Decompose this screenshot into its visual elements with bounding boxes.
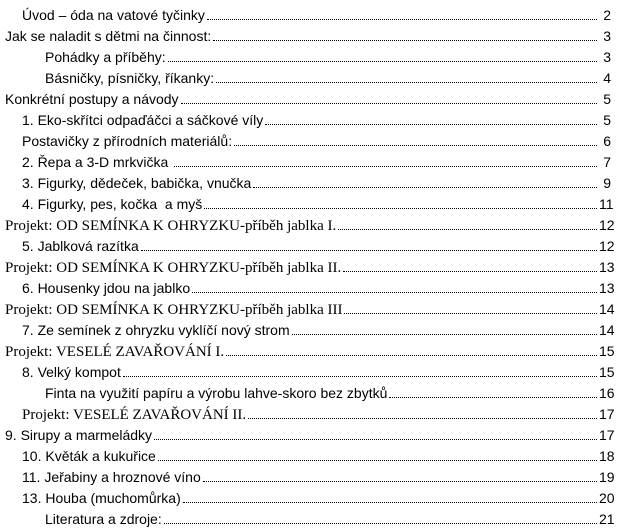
toc-entry-page: 12 [599,238,615,254]
toc-entry-title: 3. Figurky, dědeček, babička, vnučka [22,175,252,191]
toc-entry-page: 5 [603,91,611,107]
toc-entry[interactable] [0,256,631,277]
toc-entry[interactable] [0,445,631,466]
toc-entry-page: 11 [599,196,614,212]
toc-entry-title: Postavičky z přírodních materiálů: [22,133,233,149]
dot-leader [141,235,597,251]
toc-entry[interactable] [0,403,631,424]
toc-entry-page: 9 [603,175,611,191]
toc-entry-title: Projekt: VESELÉ ZAVAŘOVÁNÍ II. [22,407,247,423]
dot-leader [265,109,597,125]
dot-leader [389,382,597,398]
toc-entry[interactable] [0,508,631,529]
toc-entry-title: 13. Houba (muchomůrka) [22,490,181,506]
dot-leader [154,424,597,440]
toc-entry[interactable] [0,193,631,214]
dot-leader [123,361,597,377]
toc-entry-page: 13 [599,259,615,275]
dot-leader [174,151,597,167]
toc-entry[interactable] [0,424,631,445]
dot-leader [168,46,597,62]
toc-entry-page: 13 [599,280,615,296]
toc-entry-page: 2 [603,7,611,23]
toc-entry[interactable] [0,298,631,319]
toc-entry-title: 4. Figurky, pes, kočka a myš [22,196,203,212]
dot-leader [164,508,597,524]
dot-leader [192,277,597,293]
toc-entry-title: Jak se naladit s dětmi na činnost: [5,28,212,44]
dot-leader [343,256,597,272]
toc-entry[interactable] [0,4,631,25]
toc-entry-title: Projekt: VESELÉ ZAVAŘOVÁNÍ I. [5,344,225,360]
toc-entry-page: 12 [599,217,615,233]
toc-entry-page: 15 [599,364,615,380]
toc-entry-page: 14 [599,322,615,338]
dot-leader [338,214,597,230]
toc-entry-title: Literatura a zdroje: [45,511,162,527]
toc-entry-page: 5 [603,112,611,128]
toc-entry[interactable] [0,130,631,151]
dot-leader [216,67,597,83]
dot-leader [234,130,597,146]
toc-entry-title: Úvod – óda na vatové tyčinky [22,7,205,23]
toc-entry-title: 11. Jeřabiny a hroznové víno [22,469,201,485]
toc-entry-title: Pohádky a příběhy: [45,49,166,65]
table-of-contents [0,4,631,529]
toc-entry-page: 6 [603,133,611,149]
toc-entry[interactable] [0,487,631,508]
dot-leader [181,88,597,104]
toc-entry[interactable] [0,88,631,109]
toc-entry-title: 7. Ze semínek z ohryzku vyklíčí nový strom [22,322,290,338]
toc-entry-title: Projekt: OD SEMÍNKA K OHRYZKU-příběh jablka III [5,302,343,318]
dot-leader [226,340,597,356]
toc-entry-page: 17 [599,406,615,422]
toc-entry-page: 15 [599,343,615,359]
toc-entry[interactable] [0,361,631,382]
toc-entry-title: 6. Housenky jdou na jablko [22,280,191,296]
dot-leader [203,466,597,482]
dot-leader [158,445,597,461]
toc-entry-title: Finta na využití papíru a výrobu lahve-skoro bez zbytků [45,385,388,401]
toc-entry[interactable] [0,466,631,487]
toc-entry-title: 1. Eko-skřítci odpaďáčci a sáčkové víly [22,112,264,128]
toc-entry-title: 5. Jablková razítka [22,238,139,254]
dot-leader [183,487,597,503]
toc-entry-page: 21 [599,511,615,527]
toc-entry-title: Projekt: OD SEMÍNKA K OHRYZKU-příběh jablka II. [5,260,342,276]
toc-entry-title: 9. Sirupy a marmeládky [5,427,153,443]
toc-entry[interactable] [0,67,631,88]
toc-entry-page: 3 [603,49,611,65]
toc-entry[interactable] [0,319,631,340]
toc-entry[interactable] [0,340,631,361]
dot-leader [213,25,597,41]
toc-entry-title: Projekt: OD SEMÍNKA K OHRYZKU-příběh jablka I. [5,218,337,234]
toc-entry-title: 10. Květák a kukuřice [22,448,156,464]
toc-entry-page: 3 [603,28,611,44]
toc-entry-page: 18 [599,448,615,464]
toc-entry-title: 8. Velký kompot [22,364,121,380]
dot-leader [204,193,597,209]
toc-entry[interactable] [0,172,631,193]
dot-leader [344,298,597,314]
toc-entry[interactable] [0,151,631,172]
dot-leader [207,4,597,20]
toc-entry[interactable] [0,25,631,46]
toc-entry[interactable] [0,214,631,235]
toc-entry[interactable] [0,46,631,67]
toc-entry[interactable] [0,382,631,403]
toc-entry-page: 17 [599,427,615,443]
toc-entry[interactable] [0,235,631,256]
dot-leader [292,319,597,335]
toc-entry[interactable] [0,277,631,298]
toc-entry-title: Konkrétní postupy a návody [5,91,179,107]
toc-entry-page: 16 [599,385,615,401]
toc-entry-page: 20 [599,490,615,506]
toc-entry-page: 14 [599,301,615,317]
toc-entry-page: 7 [603,154,611,170]
dot-leader [248,403,597,419]
toc-entry-title: 2. Řepa a 3-D mrkvička [22,154,173,170]
dot-leader [253,172,597,188]
toc-entry-page: 4 [603,70,611,86]
toc-entry-page: 19 [599,469,615,485]
toc-entry-title: Básničky, písničky, říkanky: [45,70,215,86]
toc-entry[interactable] [0,109,631,130]
